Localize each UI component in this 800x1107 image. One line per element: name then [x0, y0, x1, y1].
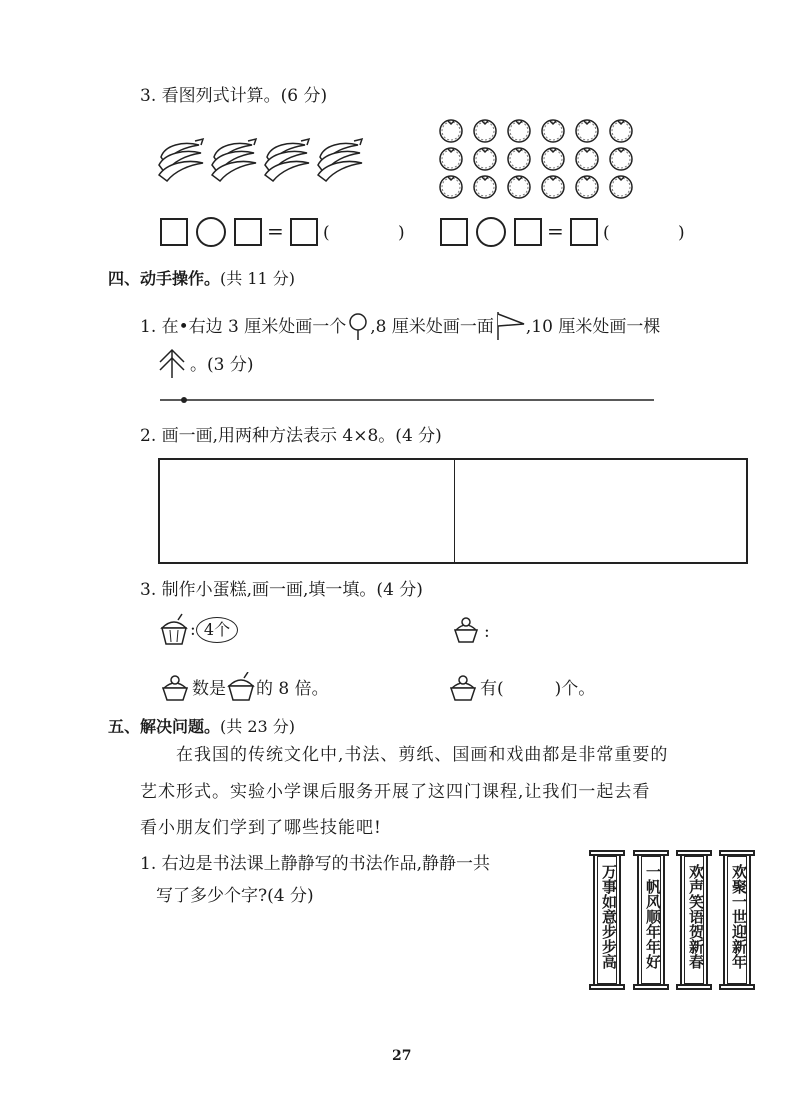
answer-box[interactable]	[514, 218, 542, 246]
page-number: 27	[392, 1048, 412, 1064]
q5-1-line1: 1. 右边是书法课上静静写的书法作品,静静一共	[140, 854, 491, 874]
intro-line-1: 在我国的传统文化中,书法、剪纸、国画和戏曲都是非常重要的	[176, 745, 669, 765]
cupcake-icon	[158, 612, 190, 646]
section-4-heading: 四、动手操作。(共 11 分)	[108, 269, 296, 288]
scroll-text: 一帆风顺年年好	[644, 864, 662, 969]
intro-line-2: 艺术形式。实验小学课后服务开展了这四门课程,让我们一起去看	[140, 782, 651, 802]
paren-close: )	[398, 223, 405, 243]
tree-icon	[156, 346, 190, 378]
small-cake-icon	[446, 672, 480, 702]
cake-row2-right: 有( )个。	[446, 672, 595, 702]
q4-1-line1: 1. 在•右边 3 厘米处画一个 ,8 厘米处画一面 ,10 厘米处画一棵	[140, 310, 660, 340]
q4-1-line2: 。(3 分)	[156, 346, 253, 378]
banana-icon	[265, 139, 309, 181]
drawing-divider	[454, 460, 455, 562]
ruler-line	[160, 394, 656, 406]
start-dot	[181, 397, 187, 403]
paren-open: (	[603, 223, 610, 243]
small-cake-icon	[158, 672, 192, 702]
intro-line-3: 看小朋友们学到了哪些技能吧!	[140, 818, 382, 838]
paren-close: )	[678, 223, 685, 243]
question-3-title: 3. 看图列式计算。(6 分)	[140, 86, 328, 106]
banana-icon	[212, 139, 256, 181]
answer-box[interactable]	[160, 218, 188, 246]
q5-1-line2: 写了多少个字?(4 分)	[156, 886, 314, 906]
banana-icon	[318, 139, 362, 181]
banana-icon	[159, 139, 203, 181]
balloon-icon	[346, 312, 370, 340]
banana-bunches	[155, 135, 365, 185]
calligraphy-scroll	[723, 852, 751, 988]
equals-sign: =	[267, 219, 284, 243]
colon: :	[484, 622, 490, 642]
cupcake-icon	[226, 672, 256, 702]
scroll-text: 万事如意步步高	[600, 864, 618, 969]
operator-circle[interactable]	[196, 217, 226, 247]
orange-grid	[438, 118, 658, 200]
calligraphy-scroll	[680, 852, 708, 988]
paren-open: (	[323, 223, 330, 243]
scroll-text: 欢聚一世迎新年	[730, 864, 748, 969]
equals-sign: =	[547, 219, 564, 243]
q4-3-title: 3. 制作小蛋糕,画一画,填一填。(4 分)	[140, 580, 423, 600]
cake-count-oval: 4个	[196, 617, 238, 643]
scroll-text: 欢声笑语贺新春	[687, 864, 705, 969]
flag-icon	[494, 310, 526, 340]
cake-row2-left: 数是 的 8 倍。	[158, 672, 329, 702]
colon: :	[190, 620, 196, 640]
answer-box[interactable]	[234, 218, 262, 246]
answer-box[interactable]	[440, 218, 468, 246]
drawing-area[interactable]	[158, 458, 748, 564]
operator-circle[interactable]	[476, 217, 506, 247]
section-5-heading: 五、解决问题。(共 23 分)	[108, 717, 296, 736]
small-cake-icon	[450, 612, 482, 646]
calligraphy-scroll	[637, 852, 665, 988]
calligraphy-scroll	[593, 852, 621, 988]
answer-box[interactable]	[570, 218, 598, 246]
answer-box[interactable]	[290, 218, 318, 246]
q4-2-title: 2. 画一画,用两种方法表示 4×8。(4 分)	[140, 426, 442, 446]
